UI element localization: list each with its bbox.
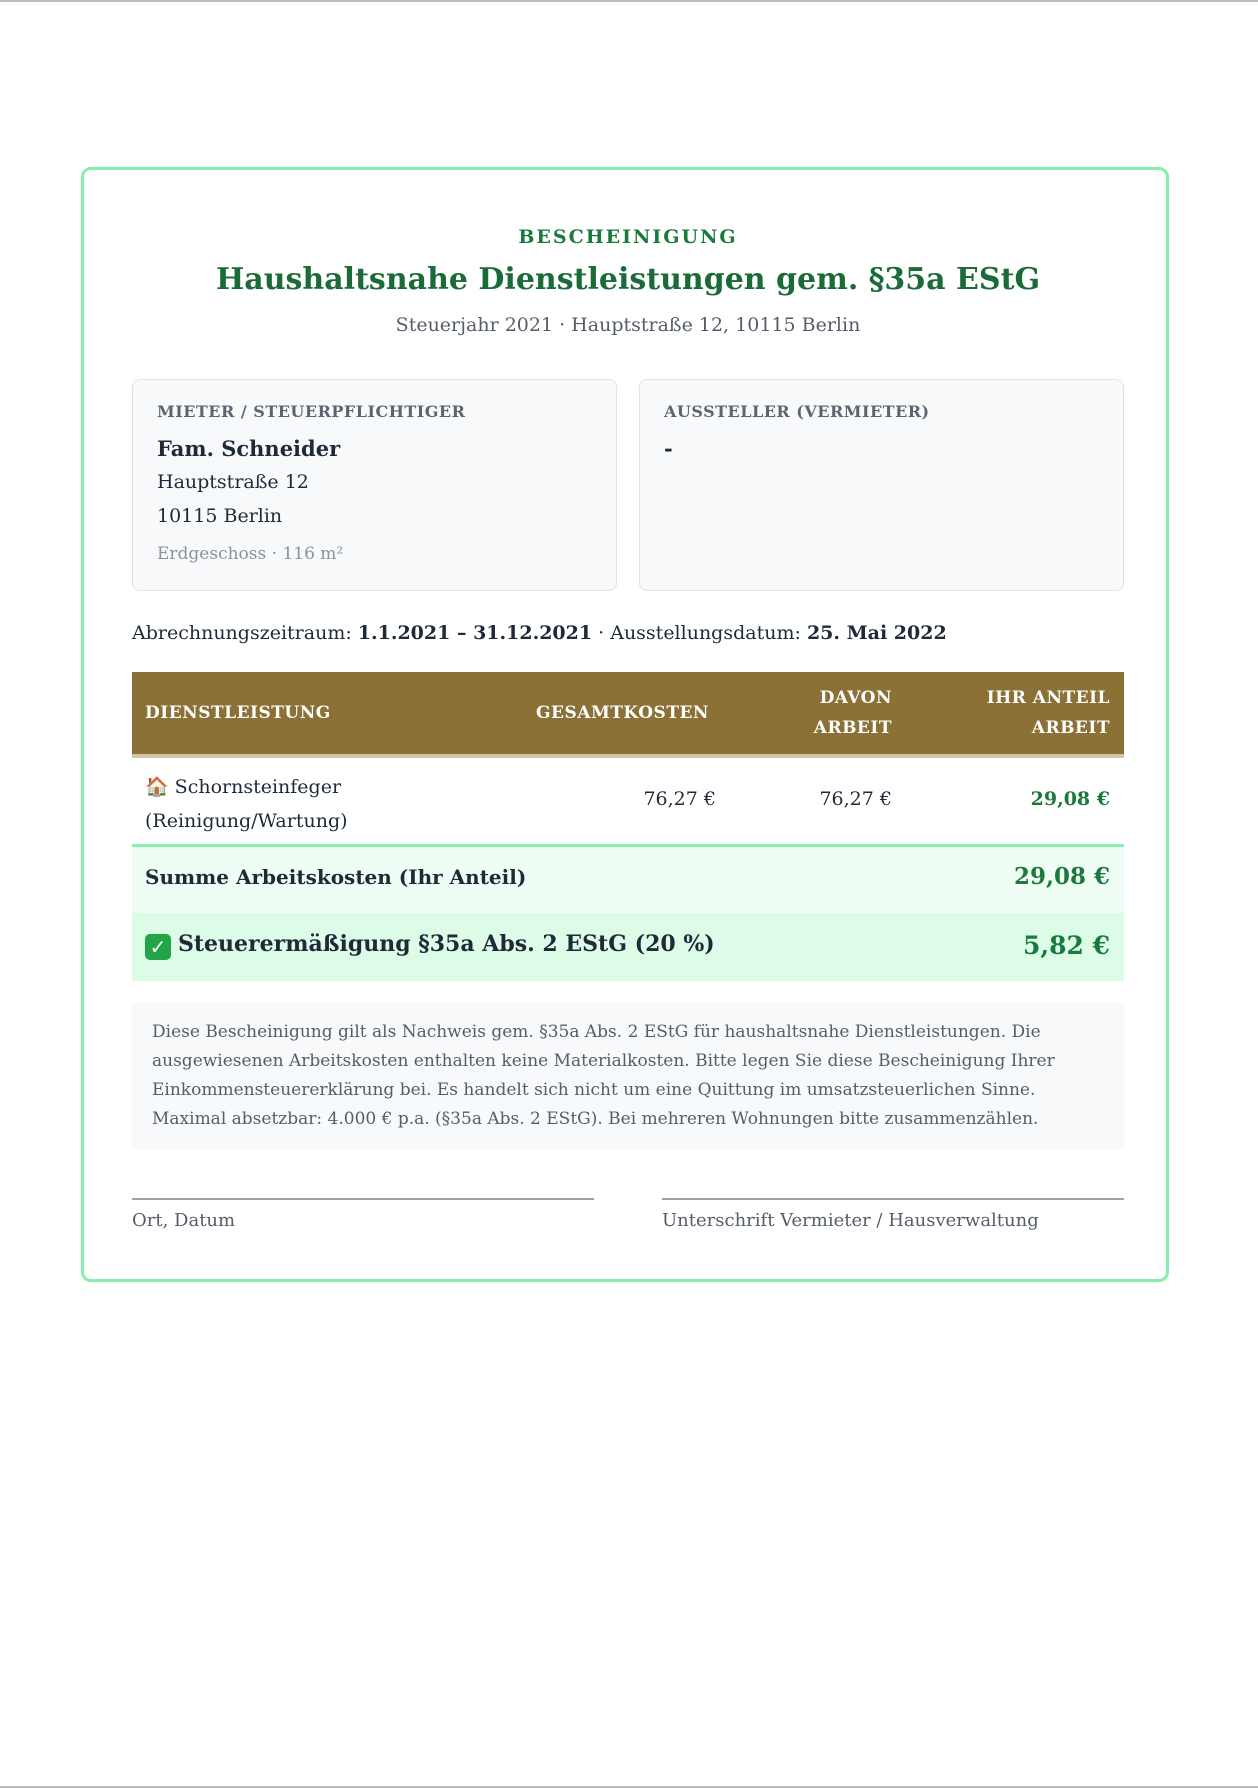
- sum-label: Summe Arbeitskosten (Ihr Anteil): [145, 865, 527, 889]
- tax-reduction-label: Steuerermäßigung §35a Abs. 2 EStG (20 %): [178, 931, 715, 957]
- tenant-meta: Erdgeschoss · 116 m²: [157, 544, 344, 564]
- signature-label: Unterschrift Vermieter / Hausverwaltung: [662, 1210, 1039, 1231]
- tax-reduction-value: 5,82 €: [1023, 931, 1110, 960]
- total-cost-cell: 76,27 €: [643, 788, 716, 810]
- period-line: [132, 622, 947, 644]
- service-cell: [145, 770, 445, 838]
- document-eyebrow: BESCHEINIGUNG: [518, 226, 738, 248]
- legal-note: Diese Bescheinigung gilt als Nachweis gem. §35a Abs. 2 EStG für haushaltsnahe Dienstleistungen. Die ausgewiesenen Arbeitskosten enthalten keine Materialkosten. Bitte legen Sie diese Bescheinigung Ihrer Einkommensteuererklärung bei. Es handelt sich nicht um eine Quittung im umsatzsteuerlichen Sinne. Maximal absetzbar: 4.000 € p.a. (§35a Abs. 2 EStG). Bei mehreren Wohnungen bitte zusammenzählen.: [132, 1002, 1124, 1150]
- period-range: 1.1.2021 – 31.12.2021: [357, 622, 593, 644]
- top-divider: [0, 0, 1258, 2]
- header-labor: [742, 683, 892, 743]
- signature-line-place-date: [132, 1198, 594, 1231]
- header-share-line2: ARBEIT: [1031, 718, 1110, 738]
- header-labor-line1: DAVON: [819, 688, 892, 708]
- tenant-city: 10115 Berlin: [157, 505, 283, 527]
- issue-date: 25. Mai 2022: [806, 622, 947, 644]
- header-total: GESAMTKOSTEN: [536, 703, 709, 723]
- header-share-line1: IHR ANTEIL: [986, 688, 1110, 708]
- service-name: Schornsteinfeger: [174, 776, 342, 798]
- tax-reduction-row: [132, 913, 1124, 981]
- sum-row: [132, 844, 1124, 913]
- tenant-name: Fam. Schneider: [157, 436, 341, 461]
- period-label: Abrechnungszeitraum:: [132, 622, 352, 644]
- issue-date-label: Ausstellungsdatum:: [610, 622, 801, 644]
- issuer-value: -: [664, 436, 673, 461]
- table-row: [132, 758, 1124, 846]
- certificate-card: [81, 167, 1169, 1282]
- house-icon: 🏠: [145, 776, 169, 798]
- place-date-label: Ort, Datum: [132, 1210, 236, 1231]
- service-detail: (Reinigung/Wartung): [145, 810, 348, 832]
- period-separator: ·: [598, 622, 605, 644]
- signature-line-landlord: [662, 1198, 1124, 1231]
- check-icon: ✓: [145, 934, 171, 960]
- sum-value: 29,08 €: [1013, 863, 1110, 890]
- header-labor-line2: ARBEIT: [813, 718, 892, 738]
- document-subtitle: Steuerjahr 2021 · Hauptstraße 12, 10115 Berlin: [395, 314, 861, 336]
- tax-reduction-label-wrap: [145, 931, 715, 960]
- tenant-label: MIETER / STEUERPFLICHTIGER: [157, 402, 466, 421]
- share-cost-cell: 29,08 €: [1030, 788, 1110, 810]
- tenant-box: [132, 379, 617, 591]
- tenant-street: Hauptstraße 12: [157, 471, 309, 493]
- table-header: [132, 672, 1124, 758]
- issuer-label: AUSSTELLER (VERMIETER): [664, 402, 930, 421]
- document-title: Haushaltsnahe Dienstleistungen gem. §35a EStG: [215, 262, 1041, 297]
- issuer-box: [639, 379, 1124, 591]
- header-service: DIENSTLEISTUNG: [145, 703, 331, 723]
- header-share: [892, 683, 1110, 743]
- labor-cost-cell: 76,27 €: [819, 788, 892, 810]
